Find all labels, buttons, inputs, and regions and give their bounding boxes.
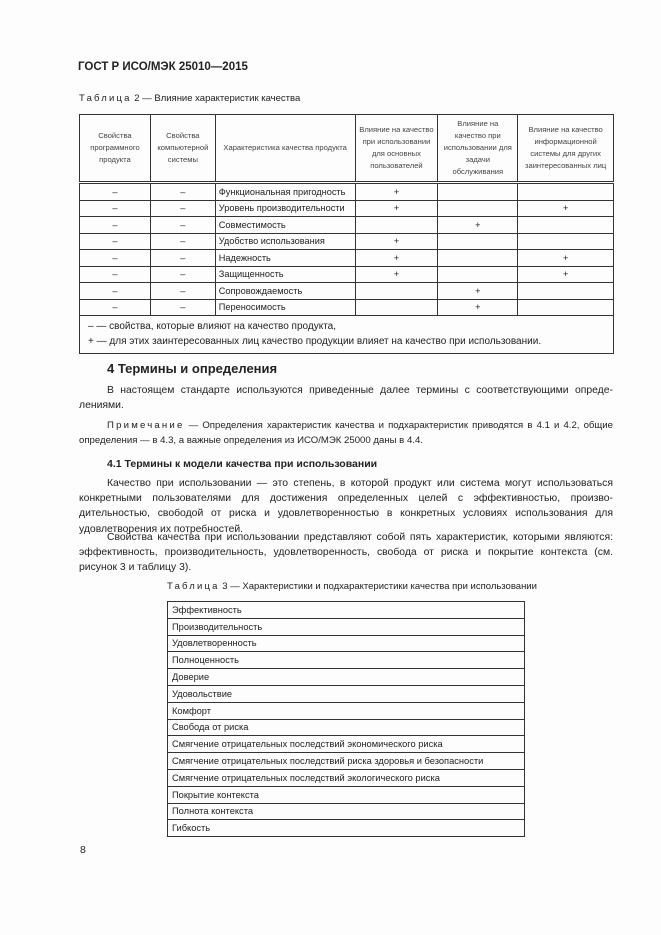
table-cell bbox=[438, 266, 518, 283]
table-cell bbox=[438, 183, 518, 201]
table-row bbox=[80, 233, 614, 250]
column-header: Характеристика качества продукта bbox=[215, 115, 355, 183]
table-cell: + bbox=[355, 183, 438, 201]
table-cell: + bbox=[518, 200, 614, 217]
table-cell: – bbox=[80, 250, 151, 267]
table-row bbox=[80, 283, 614, 300]
table-cell: + bbox=[355, 200, 438, 217]
caption-text: 2 — Влияние характеристик качества bbox=[131, 93, 301, 104]
table-cell: Удовольствие bbox=[168, 685, 525, 702]
table-row bbox=[168, 786, 525, 803]
caption-text: 3 — Характеристики и подхарактеристики качества при использовании bbox=[219, 581, 537, 592]
table-note: + — для этих заинтересованных лиц качество продукции влияет на качество при использовании. bbox=[88, 336, 542, 347]
table-row bbox=[80, 250, 614, 267]
table-row bbox=[168, 669, 525, 686]
table-cell: Уровень производительности bbox=[215, 200, 355, 217]
table-cell: – bbox=[80, 217, 151, 234]
table-cell: + bbox=[438, 283, 518, 300]
table-row bbox=[168, 736, 525, 753]
table-cell bbox=[518, 217, 614, 234]
table-cell bbox=[355, 283, 438, 300]
table-row bbox=[168, 820, 525, 837]
column-header: Влияние на качество информационной системы для других заинтересованных лиц bbox=[518, 115, 614, 183]
table-cell: – bbox=[80, 183, 151, 201]
table-row bbox=[168, 803, 525, 820]
column-header: Свойства компьютерной системы bbox=[150, 115, 215, 183]
table-cell: Защищенность bbox=[215, 266, 355, 283]
table-header-row bbox=[80, 115, 614, 183]
table-row bbox=[168, 685, 525, 702]
table-cell: – bbox=[150, 283, 215, 300]
table-cell bbox=[355, 299, 438, 316]
table-cell: + bbox=[438, 299, 518, 316]
note-label: Примечание bbox=[107, 420, 185, 431]
note-paragraph bbox=[79, 418, 613, 448]
table-cell: – bbox=[80, 233, 151, 250]
table-row bbox=[168, 602, 525, 619]
table-cell: Эффективность bbox=[168, 602, 525, 619]
table-cell: Производительность bbox=[168, 618, 525, 635]
table-cell: – bbox=[150, 217, 215, 234]
table-row bbox=[168, 753, 525, 770]
table-cell: – bbox=[150, 200, 215, 217]
caption-prefix: Таблица bbox=[167, 581, 220, 592]
table-cell bbox=[438, 250, 518, 267]
table-cell bbox=[355, 217, 438, 234]
table-row bbox=[168, 719, 525, 736]
table-cell bbox=[518, 233, 614, 250]
table-row bbox=[80, 217, 614, 234]
table-row bbox=[168, 769, 525, 786]
table-cell: Удовлетворенность bbox=[168, 635, 525, 652]
column-header: Свойства программного продукта bbox=[80, 115, 151, 183]
table-cell: Комфорт bbox=[168, 702, 525, 719]
table-cell: – bbox=[80, 200, 151, 217]
table-cell: Покрытие контекста bbox=[168, 786, 525, 803]
subsection-heading: 4.1 Термины к модели качества при использовании bbox=[107, 458, 378, 470]
table-cell: – bbox=[80, 266, 151, 283]
table-note: – — свойства, которые влияют на качество продукта, bbox=[88, 321, 337, 332]
table-cell bbox=[438, 233, 518, 250]
table-cell: + bbox=[518, 266, 614, 283]
note-text: — Определения характеристик качества и подхарактеристик приводятся в 4.1 и 4.2, общие определения — в 4.3, а важные определения из ИСО/МЭК 25000 даны в 4.4. bbox=[79, 420, 613, 447]
table-row bbox=[80, 200, 614, 217]
document-header-title: ГОСТ Р ИСО/МЭК 25010—2015 bbox=[78, 61, 248, 73]
table-quality-influence bbox=[79, 114, 614, 354]
table-row bbox=[80, 183, 614, 201]
table-cell: + bbox=[355, 266, 438, 283]
table-cell: Смягчение отрицательных последствий экономического риска bbox=[168, 736, 525, 753]
table-notes-row bbox=[80, 316, 614, 354]
table-row bbox=[168, 702, 525, 719]
table-cell: Надежность bbox=[215, 250, 355, 267]
table-cell: Смягчение отрицательных последствий риска здоровья и безопасности bbox=[168, 753, 525, 770]
table-cell: Удобство использования bbox=[215, 233, 355, 250]
table-cell bbox=[438, 200, 518, 217]
table-cell: Свобода от риска bbox=[168, 719, 525, 736]
table-quality-in-use-characteristics bbox=[167, 601, 525, 837]
table-row bbox=[168, 652, 525, 669]
table-row bbox=[80, 266, 614, 283]
column-header: Влияние на качество при использовании для основных пользователей bbox=[355, 115, 438, 183]
table-cell: – bbox=[150, 250, 215, 267]
page-number: 8 bbox=[80, 844, 86, 856]
section-heading: 4 Термины и определения bbox=[107, 361, 278, 376]
table-cell: – bbox=[80, 283, 151, 300]
paragraph-definition: Качество при использовании — это степень, в которой продукт или система могут использоваться конкретными пользователями для достижения определенных целей с эффективностью, производительностью, свободой от риска и удовлетворенностью в конкретных условиях использования для удовлетворения их потребностей. bbox=[79, 478, 613, 535]
table-cell bbox=[518, 183, 614, 201]
table-cell: Полноценность bbox=[168, 652, 525, 669]
table-row bbox=[168, 618, 525, 635]
table-cell: Функциональная пригодность bbox=[215, 183, 355, 201]
table-cell: – bbox=[150, 183, 215, 201]
table-cell: Совместимость bbox=[215, 217, 355, 234]
table3-caption bbox=[167, 581, 537, 592]
table-cell: – bbox=[150, 299, 215, 316]
table-cell: + bbox=[355, 250, 438, 267]
column-header: Влияние на качество при использовании для задачи обслуживания bbox=[438, 115, 518, 183]
caption-prefix: Таблица bbox=[79, 93, 132, 104]
table-notes bbox=[80, 316, 614, 354]
paragraph-intro: В настоящем стандарте используются приведенные далее термины с соответствующими определениями. bbox=[79, 385, 613, 412]
table-cell: Переносимость bbox=[215, 299, 355, 316]
table-cell: Сопровождаемость bbox=[215, 283, 355, 300]
table-row bbox=[80, 299, 614, 316]
table-row bbox=[168, 635, 525, 652]
table2-caption bbox=[79, 93, 300, 104]
table-cell: Смягчение отрицательных последствий экологического риска bbox=[168, 769, 525, 786]
table-cell: + bbox=[355, 233, 438, 250]
table-cell: – bbox=[80, 299, 151, 316]
table-cell bbox=[518, 283, 614, 300]
paragraph-characteristics: Свойства качества при использовании представляют собой пять характеристик, которыми являются: эффективность, производительность, удовлетворенность, свобода от риска и покрытие контекста (см. рисунок 3 и таблицу 3). bbox=[79, 532, 613, 574]
table-cell: – bbox=[150, 266, 215, 283]
table-cell: Гибкость bbox=[168, 820, 525, 837]
table-cell: – bbox=[150, 233, 215, 250]
table-cell: Доверие bbox=[168, 669, 525, 686]
table-cell: + bbox=[438, 217, 518, 234]
table-cell bbox=[518, 299, 614, 316]
table-cell: + bbox=[518, 250, 614, 267]
table-cell: Полнота контекста bbox=[168, 803, 525, 820]
